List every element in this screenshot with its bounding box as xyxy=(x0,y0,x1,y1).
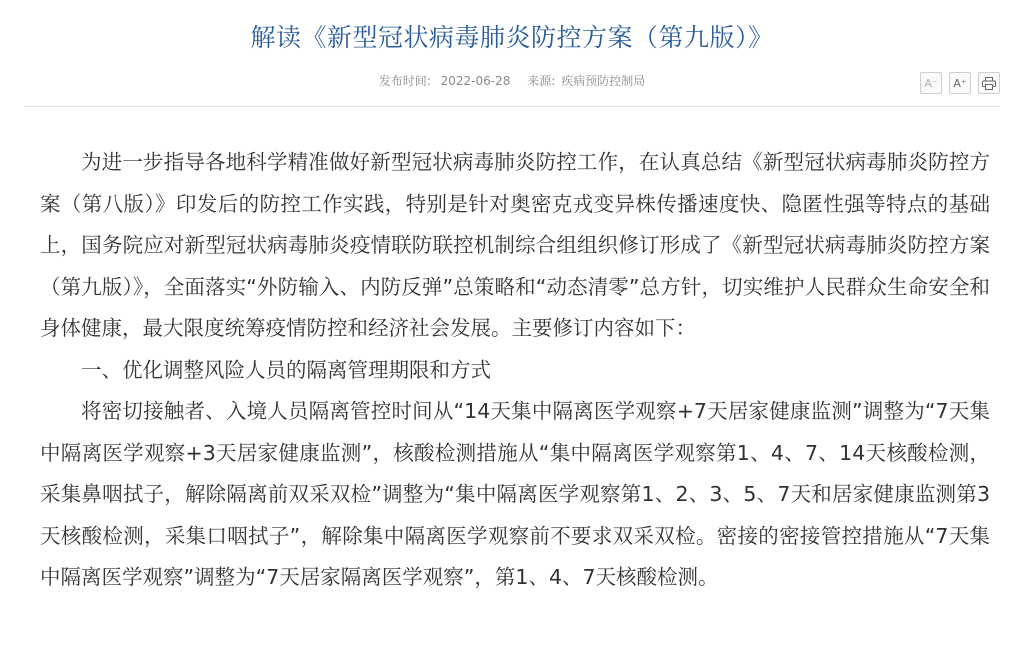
print-icon xyxy=(982,77,996,90)
publish-date: 2022-06-28 xyxy=(440,74,511,88)
font-smaller-button[interactable] xyxy=(920,72,942,94)
article-title: 解读《新型冠状病毒肺炎防控方案（第九版）》 xyxy=(250,23,774,52)
header-divider xyxy=(24,106,1000,107)
font-larger-button[interactable] xyxy=(949,72,971,94)
section-heading: 一、优化调整风险人员的隔离管理期限和方式 xyxy=(81,357,491,382)
publish-date-label: 发布时间: xyxy=(378,74,431,88)
paragraph-quarantine: 将密切接触者、入境人员隔离管控时间从“14天集中隔离医学观察+7天居家健康监测”调整为“7天集中隔离医学观察+3天居家健康监测”，核酸检测措施从“集中隔离医学观察第1、4、7、14天核酸检测，采集鼻咽拭子，解除隔离前双采双检”调整为“集中隔离医学观察第1、2、3、5、7天和居家健康监测第3天核酸检测，采集口咽拭子”，解除集中隔离医学观察前不要求双采双检。密接的密接管控措施从“7天集中隔离医学观察”调整为“7天居家隔离医学观察”，第1、4、7天核酸检测。 xyxy=(40,399,990,589)
paragraph-intro: 为进一步指导各地科学精准做好新型冠状病毒肺炎防控工作，在认真总结《新型冠状病毒肺炎防控方案（第八版）》印发后的防控工作实践，特别是针对奥密克戎变异株传播速度快、隐匿性强等特点的基础上，国务院应对新型冠状病毒肺炎疫情联防联控机制综合组组织修订形成了《新型冠状病毒肺炎防控方案（第九版）》，全面落实“外防输入、内防反弹”总策略和“动态清零”总方针，切实维护人民群众生命安全和身体健康，最大限度统筹疫情防控和经济社会发展。主要修订内容如下： xyxy=(40,150,990,340)
article-meta xyxy=(0,72,1024,90)
font-larger-icon: A⁺ xyxy=(953,76,967,90)
print-button[interactable] xyxy=(978,72,1000,94)
source-name: 疾病预防控制局 xyxy=(561,74,646,88)
article-toolbar xyxy=(920,72,1000,94)
article-body xyxy=(40,142,990,599)
source-label: 来源: xyxy=(527,74,556,88)
font-smaller-icon: A⁻ xyxy=(924,76,938,90)
